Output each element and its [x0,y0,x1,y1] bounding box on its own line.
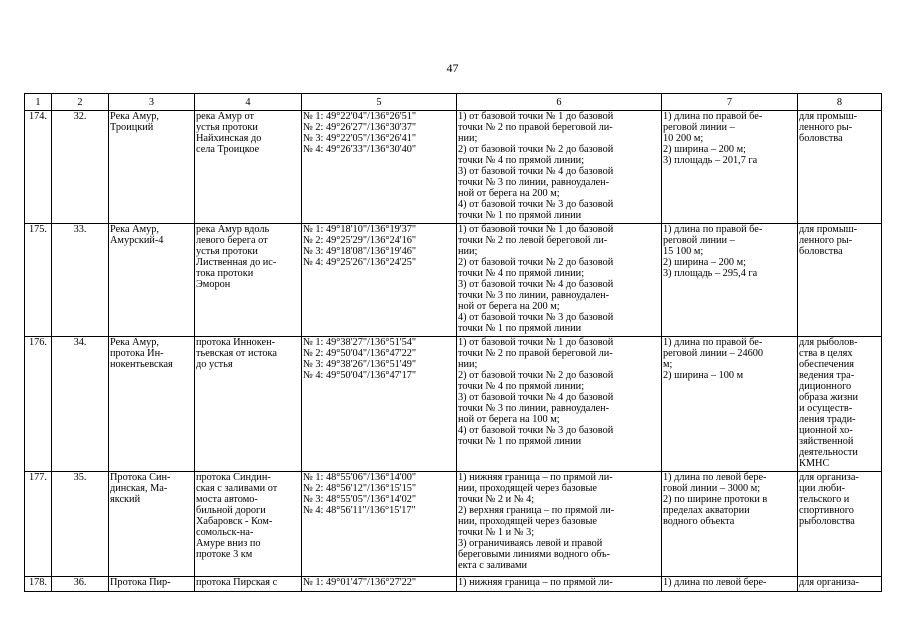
table-row [25,577,882,592]
column-header: 7 [662,94,798,111]
area-description-cell: река Амур вдоль левого берега от устья протоки Лиственная до ис- тока протоки Эморон [195,224,302,337]
dimensions-cell: 1) длина по правой бе- реговой линии – 24600 м; 2) ширина – 100 м [662,337,798,472]
dimensions-cell: 1) длина по правой бе- реговой линии – 10 200 м; 2) ширина – 200 м; 3) площадь – 201,7 га [662,111,798,224]
area-number-cell: 35. [52,472,109,577]
boundary-description-cell: 1) нижняя граница – по прямой ли- [457,577,662,592]
column-header: 1 [25,94,52,111]
area-number-cell: 33. [52,224,109,337]
purpose-cell: для промыш- ленного ры- боловства [798,111,882,224]
column-header: 6 [457,94,662,111]
boundary-description-cell: 1) от базовой точки № 1 до базовой точки № 2 по левой береговой ли- нии; 2) от базовой точки № 2 до базовой точки № 4 по прямой линии; 3) от базовой точки № 4 до базовой точки № 3 по линии, равноудален- ной от берега на 200 м; 4) от базовой точки № 3 до базовой точки № 1 по прямой линии [457,224,662,337]
table-row [25,224,882,337]
table-header-row [25,94,882,111]
row-number-cell: 177. [25,472,52,577]
area-description-cell: протока Иннокен- тьевская от истока до устья [195,337,302,472]
column-header: 5 [302,94,457,111]
dimensions-cell: 1) длина по левой бере- говой линии – 3000 м; 2) по ширине протоки в пределах акватории водного объекта [662,472,798,577]
dimensions-cell: 1) длина по левой бере- [662,577,798,592]
page-number: 47 [446,61,459,75]
area-description-cell: река Амур от устья протоки Найхинская до села Троицкое [195,111,302,224]
column-header: 4 [195,94,302,111]
purpose-cell: для организа- ции люби- тельского и спортивного рыболовства [798,472,882,577]
area-description-cell: протока Синдин- ская с заливами от моста автомо- бильной дороги Хабаровск - Ком- сомольск-на- Амуре вниз по протоке 3 км [195,472,302,577]
water-body-cell: Протока Пир- [109,577,195,592]
column-header: 3 [109,94,195,111]
purpose-cell: для промыш- ленного ры- боловства [798,224,882,337]
boundary-description-cell: 1) нижняя граница – по прямой ли- нии, проходящей через базовые точки № 2 и № 4; 2) верхняя граница – по прямой ли- нии, проходящей через базовые точки № 1 и № 3; 3) ограничиваясь левой и правой береговыми линиями водного объ- екта с заливами [457,472,662,577]
area-description-cell: протока Пирская с [195,577,302,592]
column-header: 8 [798,94,882,111]
table-row [25,111,882,224]
table-row [25,472,882,577]
table-row [25,337,882,472]
coordinates-cell: № 1: 49°01'47"/136°27'22" [302,577,457,592]
coordinates-cell: № 1: 49°18'10"/136°19'37" № 2: 49°25'29"/136°24'16" № 3: 49°18'08"/136°19'46" № 4: 49°25'26"/136°24'25" [302,224,457,337]
purpose-cell: для рыболов- ства в целях обеспечения ведения тра- диционного образа жизни и осуществ- ления тради- ционной хо- зяйственной деятельности КМНС [798,337,882,472]
row-number-cell: 178. [25,577,52,592]
water-body-cell: Протока Син- динская, Ма- якский [109,472,195,577]
water-body-cell: Река Амур, протока Ин- нокентьевская [109,337,195,472]
coordinates-cell: № 1: 48°55'06"/136°14'00" № 2: 48°56'12"/136°15'15" № 3: 48°55'05"/136°14'02" № 4: 48°56'11"/136°15'17" [302,472,457,577]
purpose-cell: для организа- [798,577,882,592]
coordinates-cell: № 1: 49°38'27"/136°51'54" № 2: 49°50'04"/136°47'22" № 3: 49°38'26"/136°51'49" № 4: 49°50'04"/136°47'17" [302,337,457,472]
fishing-areas-table [24,93,882,592]
column-header: 2 [52,94,109,111]
area-number-cell: 36. [52,577,109,592]
water-body-cell: Река Амур, Амурский-4 [109,224,195,337]
boundary-description-cell: 1) от базовой точки № 1 до базовой точки № 2 по правой береговой ли- нии; 2) от базовой точки № 2 до базовой точки № 4 по прямой линии; 3) от базовой точки № 4 до базовой точки № 3 по линии, равноудален- ной от берега на 100 м; 4) от базовой точки № 3 до базовой точки № 1 по прямой линии [457,337,662,472]
row-number-cell: 176. [25,337,52,472]
dimensions-cell: 1) длина по правой бе- реговой линии – 15 100 м; 2) ширина – 200 м; 3) площадь – 295,4 га [662,224,798,337]
coordinates-cell: № 1: 49°22'04"/136°26'51" № 2: 49°26'27"/136°30'37" № 3: 49°22'05"/136°26'41" № 4: 49°26'33"/136°30'40" [302,111,457,224]
row-number-cell: 174. [25,111,52,224]
area-number-cell: 34. [52,337,109,472]
row-number-cell: 175. [25,224,52,337]
boundary-description-cell: 1) от базовой точки № 1 до базовой точки № 2 по правой береговой ли- нии; 2) от базовой точки № 2 до базовой точки № 4 по прямой линии; 3) от базовой точки № 4 до базовой точки № 3 по линии, равноудален- ной от берега на 200 м; 4) от базовой точки № 3 до базовой точки № 1 по прямой линии [457,111,662,224]
area-number-cell: 32. [52,111,109,224]
water-body-cell: Река Амур, Троицкий [109,111,195,224]
